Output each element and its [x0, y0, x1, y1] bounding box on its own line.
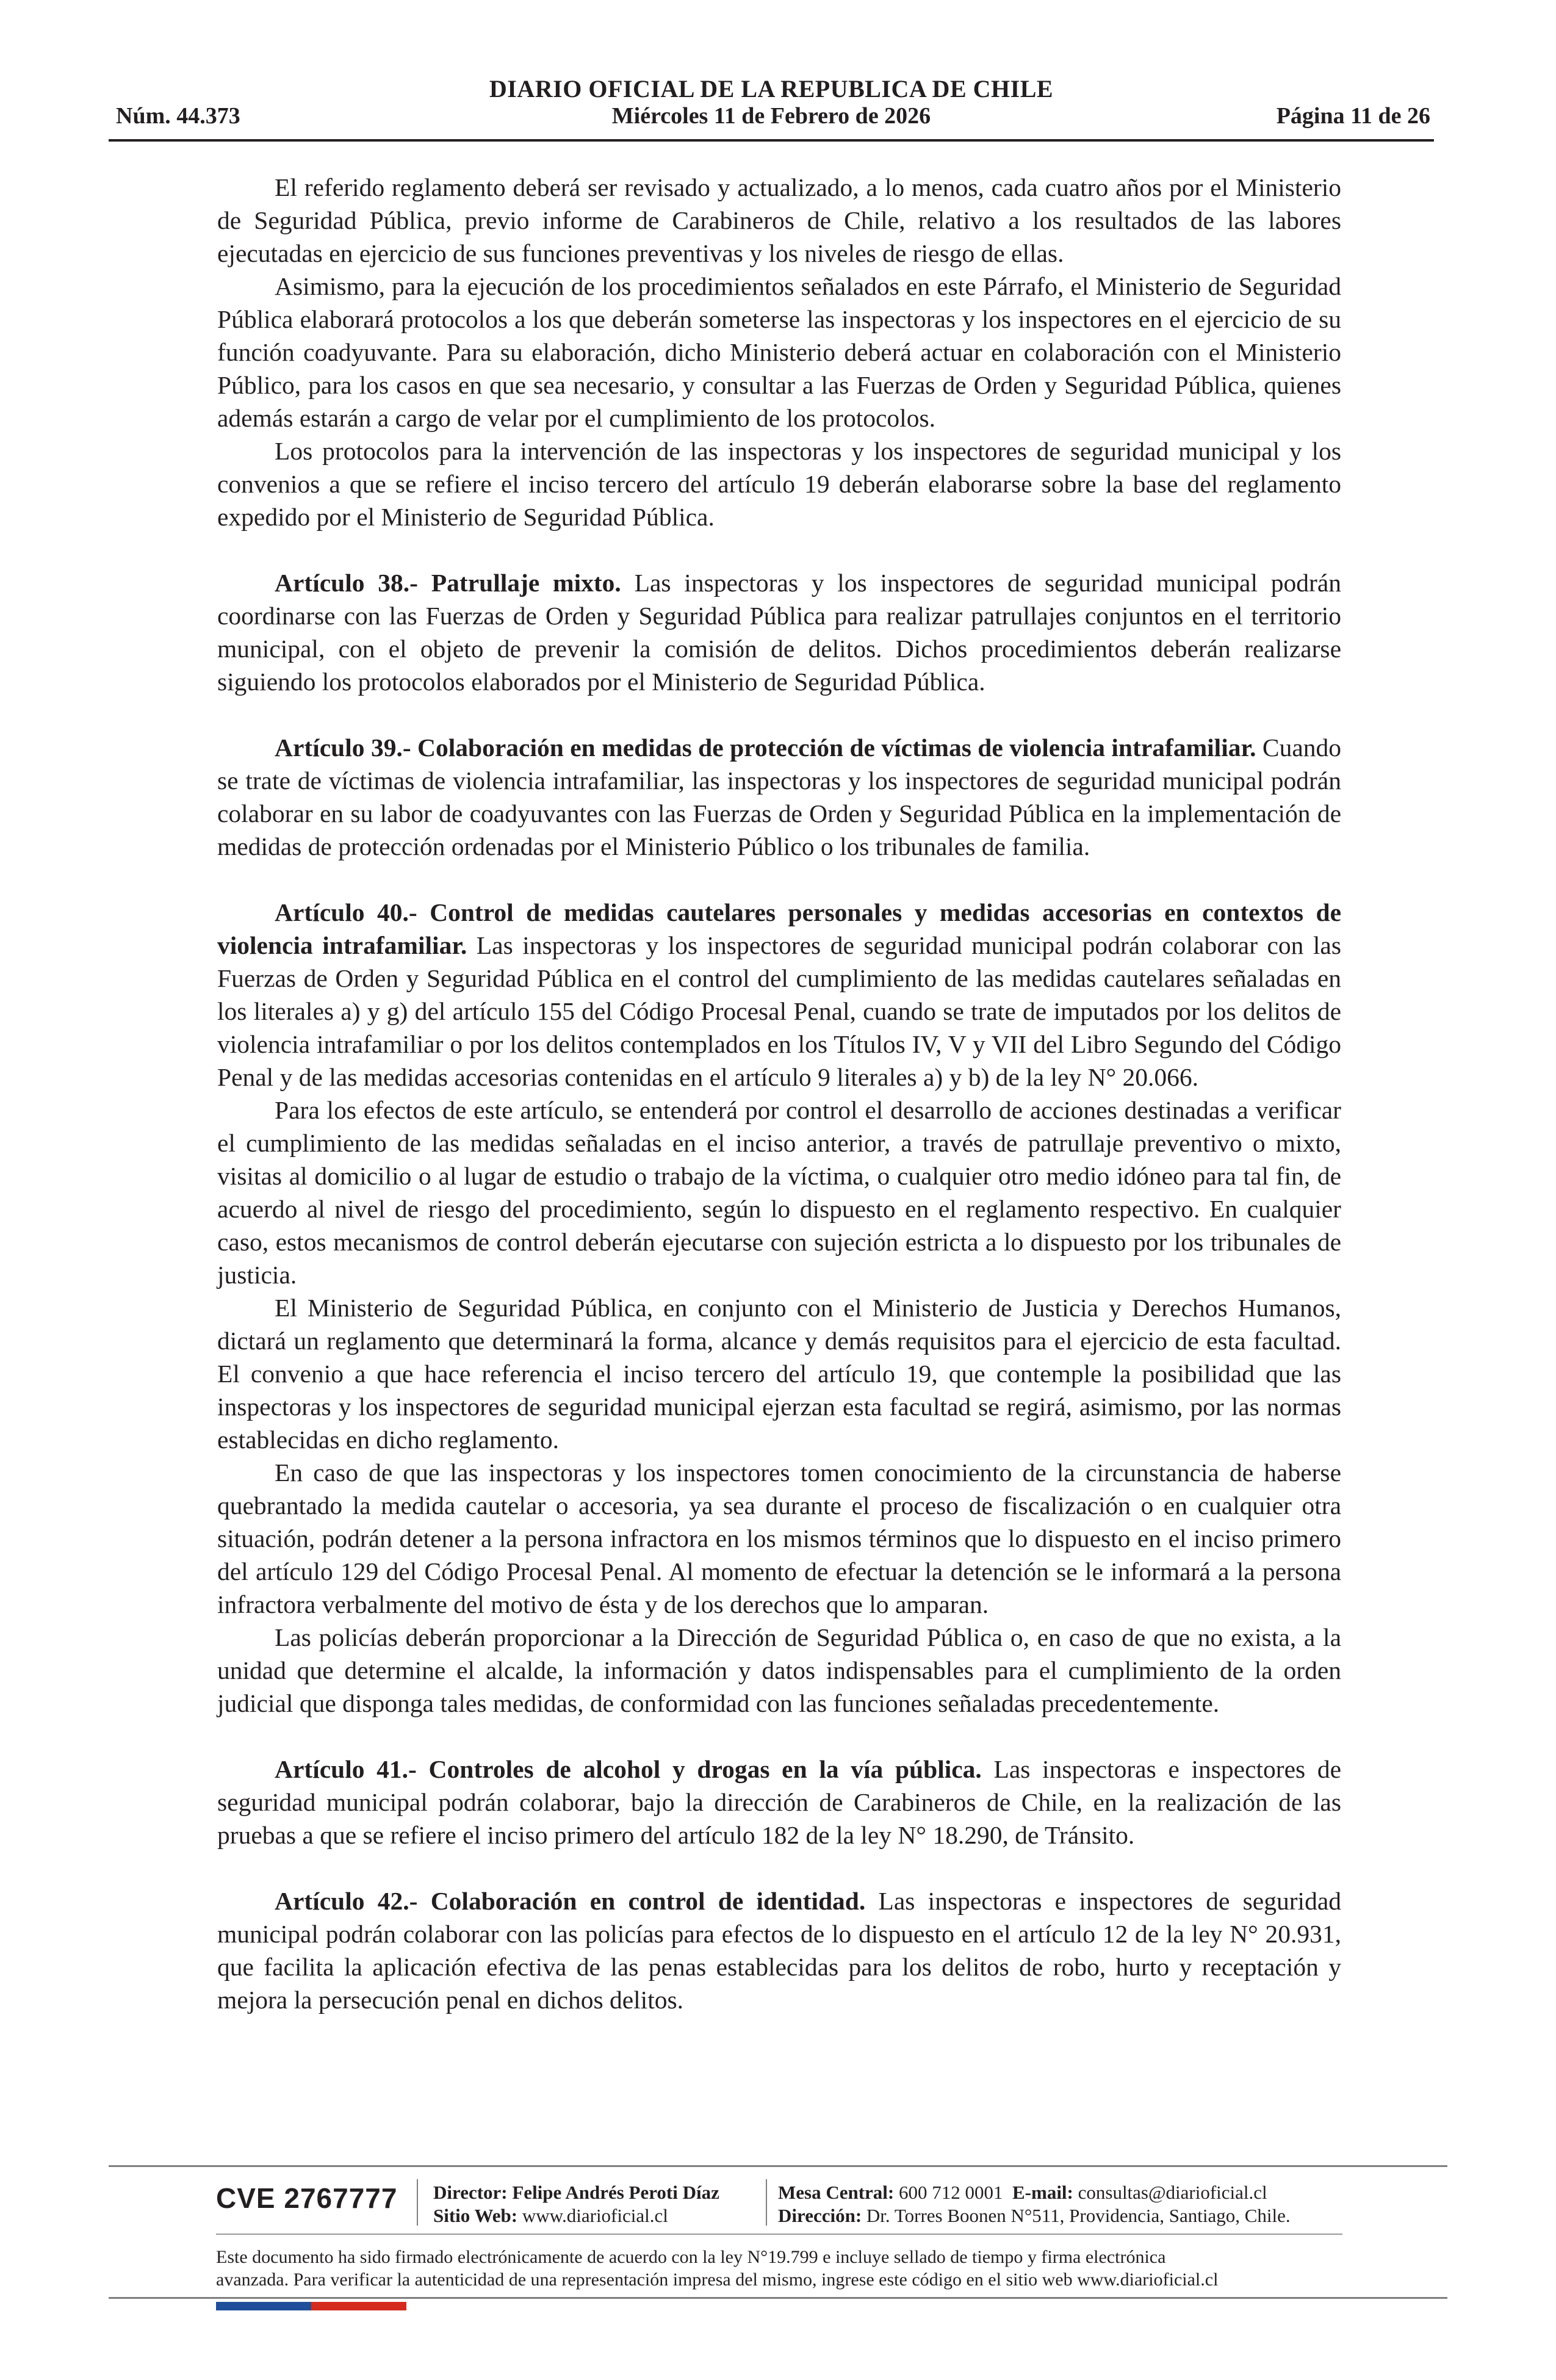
flag-stripe-blue — [216, 2302, 311, 2310]
cve-code: CVE 2767777 — [216, 2182, 398, 2214]
legal-line: avanzada. Para verificar la autenticidad de una representación impresa del mismo, ingrese este código en el sitio web www.diarioficial.cl — [216, 2270, 1219, 2290]
paragraph: Asimismo, para la ejecución de los procedimientos señalados en este Párrafo, el Ministerio de Seguridad Pública elaborará protocolos a los que deberán someterse las inspectoras y los inspectores en el ejercicio de su función coadyuvante. Para su elaboración, dicho Ministerio deberá actuar en colaboración con el Ministerio Público, para los casos en que sea necesario, y consultar a las Fuerzas de Orden y Seguridad Pública, quienes además estarán a cargo de velar por el cumplimiento de los protocolos. — [217, 272, 1341, 432]
publication-title: DIARIO OFICIAL DE LA REPUBLICA DE CHILE — [489, 75, 1054, 103]
article-text: Las inspectoras y los inspectores de seguridad municipal podrán colaborar con las Fuerzas de Orden y Seguridad Pública en el control del cumplimiento de las medidas cautelares señaladas en los literales a) y g) del artículo 155 del Código Procesal Penal, cuando se trate de imputados por los delitos de violencia intrafamiliar o por los delitos contemplados en los Títulos IV, V y VII del Libro Segundo del Código Penal y de las medidas accesorias contenidas en el artículo 9 literales a) y b) de la ley N° 20.066. — [217, 931, 1341, 1091]
article-text: Las inspectoras e inspectores de seguridad municipal podrán colaborar, bajo la dirección de Carabineros de Chile, en la realización de las pruebas a que se refiere el inciso primero del artículo 182 de la ley N° 18.290, de Tránsito. — [217, 1755, 1341, 1849]
article-title: Artículo 41.- Controles de alcohol y drogas en la vía pública. — [275, 1755, 982, 1783]
article-title: Artículo 39.- Colaboración en medidas de protección de víctimas de violencia intrafamiliar. — [275, 734, 1256, 762]
article-title: Artículo 40.- Control de medidas cautelares personales y medidas accesorias en contextos de violencia intrafamiliar. — [217, 898, 1341, 959]
header-divider — [109, 139, 1434, 142]
document-body — [217, 171, 1341, 2016]
publication-date: Miércoles 11 de Febrero de 2026 — [611, 103, 931, 129]
article-39 — [217, 731, 1341, 863]
footer-divider — [216, 2234, 1342, 2235]
paragraph: El referido reglamento deberá ser revisado y actualizado, a lo menos, cada cuatro años por el Ministerio de Seguridad Pública, previo informe de Carabineros de Chile, relativo a los resultados de las labores ejecutadas en ejercicio de sus funciones preventivas y los niveles de riesgo de ellas. — [217, 173, 1341, 267]
paragraph: El Ministerio de Seguridad Pública, en conjunto con el Ministerio de Justicia y Derechos Humanos, dictará un reglamento que determinará la forma, alcance y demás requisitos para el ejercicio de esta facultad. El convenio a que hace referencia el inciso tercero del artículo 19, que contemple la posibilidad que las inspectoras y los inspectores de seguridad municipal ejerzan esta facultad se regirá, asimismo, por las normas establecidas en dicho reglamento. — [217, 1294, 1341, 1454]
paragraph: En caso de que las inspectoras y los inspectores tomen conocimiento de la circunstancia de haberse quebrantado la medida cautelar o accesoria, ya sea durante el proceso de fiscalización o en cualquier otra situación, podrán detener a la persona infractora en los mismos términos que lo dispuesto en el inciso primero del artículo 129 del Código Procesal Penal. Al momento de efectuar la detención se le informará a la persona infractora verbalmente del motivo de ésta y de los derechos que lo amparan. — [217, 1459, 1341, 1618]
director-info — [433, 2181, 719, 2227]
page-header — [109, 72, 1434, 140]
email-link[interactable]: consultas@diarioficial.cl — [1078, 2182, 1267, 2203]
article-title: Artículo 42.- Colaboración en control de identidad. — [275, 1887, 866, 1915]
article-title: Artículo 38.- Patrullaje mixto. — [275, 569, 621, 597]
director-name: Felipe Andrés Peroti Díaz — [512, 2182, 719, 2203]
paragraph: Las policías deberán proporcionar a la Dirección de Seguridad Pública o, en caso de que no exista, a la unidad que determine el alcalde, la información y datos indispensables para el cumplimiento de la orden judicial que disponga tales medidas, de conformidad con las funciones señaladas precedentemente. — [217, 1623, 1341, 1717]
page-number: Página 11 de 26 — [1276, 103, 1430, 129]
article-text: Las inspectoras e inspectores de seguridad municipal podrán colaborar con las policías para efectos de lo dispuesto en el artículo 12 de la ley N° 20.931, que facilita la aplicación efectiva de las penas establecidas para los delitos de robo, hurto y receptación y mejora la persecución penal en dichos delitos. — [217, 1887, 1341, 2014]
legal-line: Este documento ha sido firmado electrónicamente de acuerdo con la ley N°19.799 e incluye sellado de tiempo y firma electrónica — [216, 2247, 1166, 2267]
flag-stripe-red — [311, 2302, 406, 2310]
article-text: Cuando se trate de víctimas de violencia intrafamiliar, las inspectoras y los inspectores de seguridad municipal podrán colaborar en su labor de coadyuvantes con las Fuerzas de Orden y Seguridad Pública en la implementación de medidas de protección ordenadas por el Ministerio Público o los tribunales de familia. — [217, 734, 1342, 860]
article-text: Las inspectoras y los inspectores de seguridad municipal podrán coordinarse con las Fuerzas de Orden y Seguridad Pública para realizar patrullajes conjuntos en el territorio municipal, con el objeto de prevenir la comisión de delitos. Dichos procedimientos deberán realizarse siguiendo los protocolos elaborados por el Ministerio de Seguridad Pública. — [217, 569, 1341, 696]
paragraph: Para los efectos de este artículo, se entenderá por control el desarrollo de acciones destinadas a verificar el cumplimiento de las medidas señaladas en el inciso anterior, a través de patrullaje preventivo o mixto, visitas al domicilio o al lugar de estudio o trabajo de la víctima, o cualquier otro medio idóneo para tal fin, de acuerdo al nivel de riesgo del procedimiento, según lo dispuesto en el reglamento respectivo. En cualquier caso, estos mecanismos de control deberán ejecutarse con sujeción estricta a lo dispuesto por los tribunales de justicia. — [217, 1096, 1341, 1289]
address-value: Dr. Torres Boonen N°511, Providencia, Santiago, Chile. — [866, 2205, 1291, 2226]
article-42 — [217, 1884, 1341, 2016]
paragraph: Los protocolos para la intervención de las inspectoras y los inspectores de seguridad municipal y los convenios a que se refiere el inciso tercero del artículo 19 deberán elaborarse sobre la base del reglamento expedido por el Ministerio de Seguridad Pública. — [217, 437, 1341, 531]
article-41 — [217, 1753, 1341, 1852]
legal-notice — [216, 2246, 1342, 2291]
address-label: Dirección: — [778, 2205, 862, 2226]
mesa-phone: 600 712 0001 — [899, 2182, 1003, 2203]
website-label: Sitio Web: — [433, 2205, 518, 2226]
director-label: Director: — [433, 2182, 508, 2203]
footer-separator — [766, 2179, 767, 2226]
mesa-label: Mesa Central: — [778, 2182, 895, 2203]
article-38 — [217, 566, 1341, 698]
contact-info — [778, 2181, 1291, 2227]
website-link[interactable]: www.diarioficial.cl — [522, 2205, 668, 2226]
email-label: E-mail: — [1012, 2182, 1073, 2203]
footer-divider — [109, 2165, 1447, 2167]
footer-divider — [109, 2297, 1447, 2299]
footer-separator — [417, 2179, 418, 2226]
issue-number: Núm. 44.373 — [116, 103, 240, 129]
article-40 — [217, 896, 1341, 1094]
